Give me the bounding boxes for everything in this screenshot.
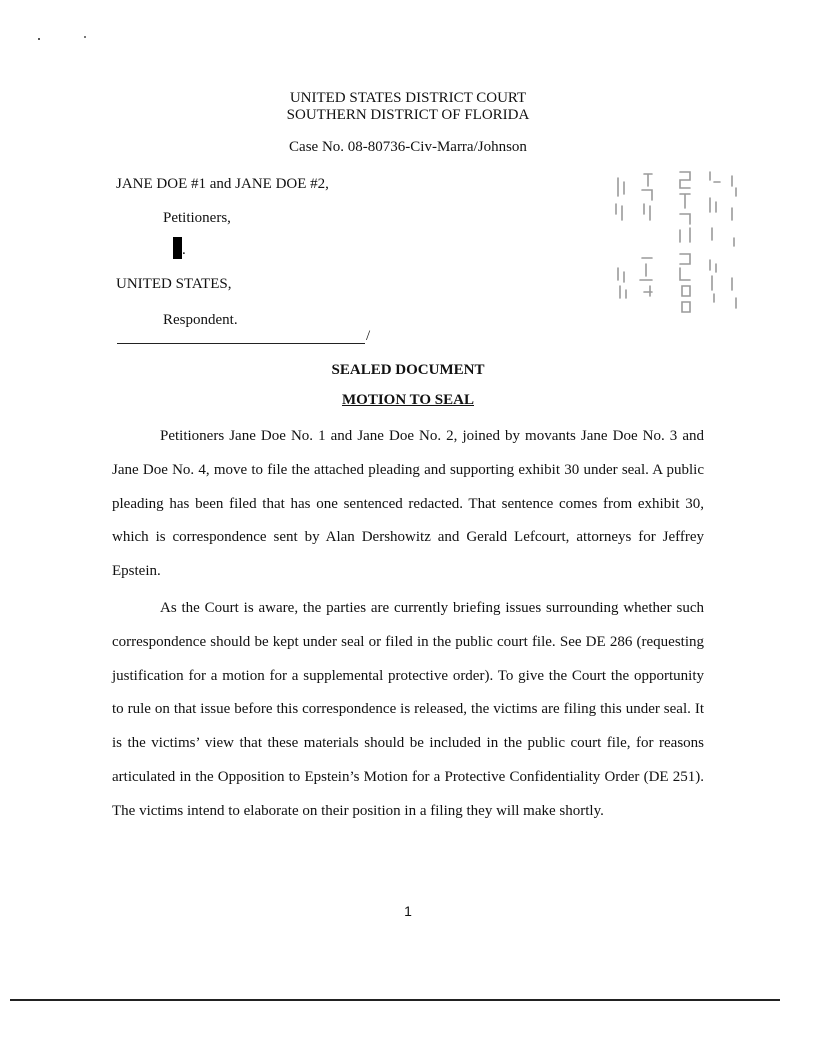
respondent-name: UNITED STATES,: [116, 276, 232, 292]
petitioners-label: Petitioners,: [163, 210, 231, 226]
body-paragraph-2: As the Court is aware, the parties are currently briefing issues surrounding whether such correspondence should be kept under seal or filed in the public court file. See DE 286 (requesting justification for a motion for a supplemental protective order). To give the Court the opportunity to rule on that issue before this correspondence is released, the victims are filing this under seal. It is the victims’ view that these materials should be included in the public court file, for reasons articulated in the Opposition to Epstein’s Motion for a Protective Confidentiality Order (DE 251). The victims intend to elaborate on their position in a filing they will make shortly.: [112, 600, 704, 819]
versus-line: [173, 237, 186, 259]
scan-speck: [38, 38, 40, 40]
petitioners-names: JANE DOE #1 and JANE DOE #2,: [116, 176, 329, 192]
case-number: Case No. 08-80736-Civ-Marra/Johnson: [289, 139, 527, 155]
caption-slash: /: [366, 328, 371, 344]
page-number: 1: [404, 903, 412, 919]
body-paragraph-1: Petitioners Jane Doe No. 1 and Jane Doe No. 2, joined by movants Jane Doe No. 3 and Jane Doe No. 4, move to file the attached pleading and supporting exhibit 30 under seal. A public pleading has been filed that has one sentenced redacted. That sentence comes from exhibit 30, which is correspondence sent by Alan Dershowitz and Gerald Lefcourt, attorneys for Jeffrey Epstein.: [112, 428, 704, 580]
filing-stamp: [610, 168, 740, 328]
versus-text: .: [182, 242, 186, 258]
motion-title: MOTION TO SEAL: [342, 392, 474, 408]
court-name: UNITED STATES DISTRICT COURT: [289, 90, 527, 106]
court-district: SOUTHERN DISTRICT OF FLORIDA: [286, 107, 530, 123]
redaction-block: [173, 237, 182, 259]
bottom-rule: [10, 999, 780, 1001]
respondent-label: Respondent.: [163, 312, 238, 328]
sealed-document-heading: SEALED DOCUMENT: [331, 362, 485, 378]
scan-speck: [84, 36, 86, 38]
caption-underline: [117, 343, 365, 344]
